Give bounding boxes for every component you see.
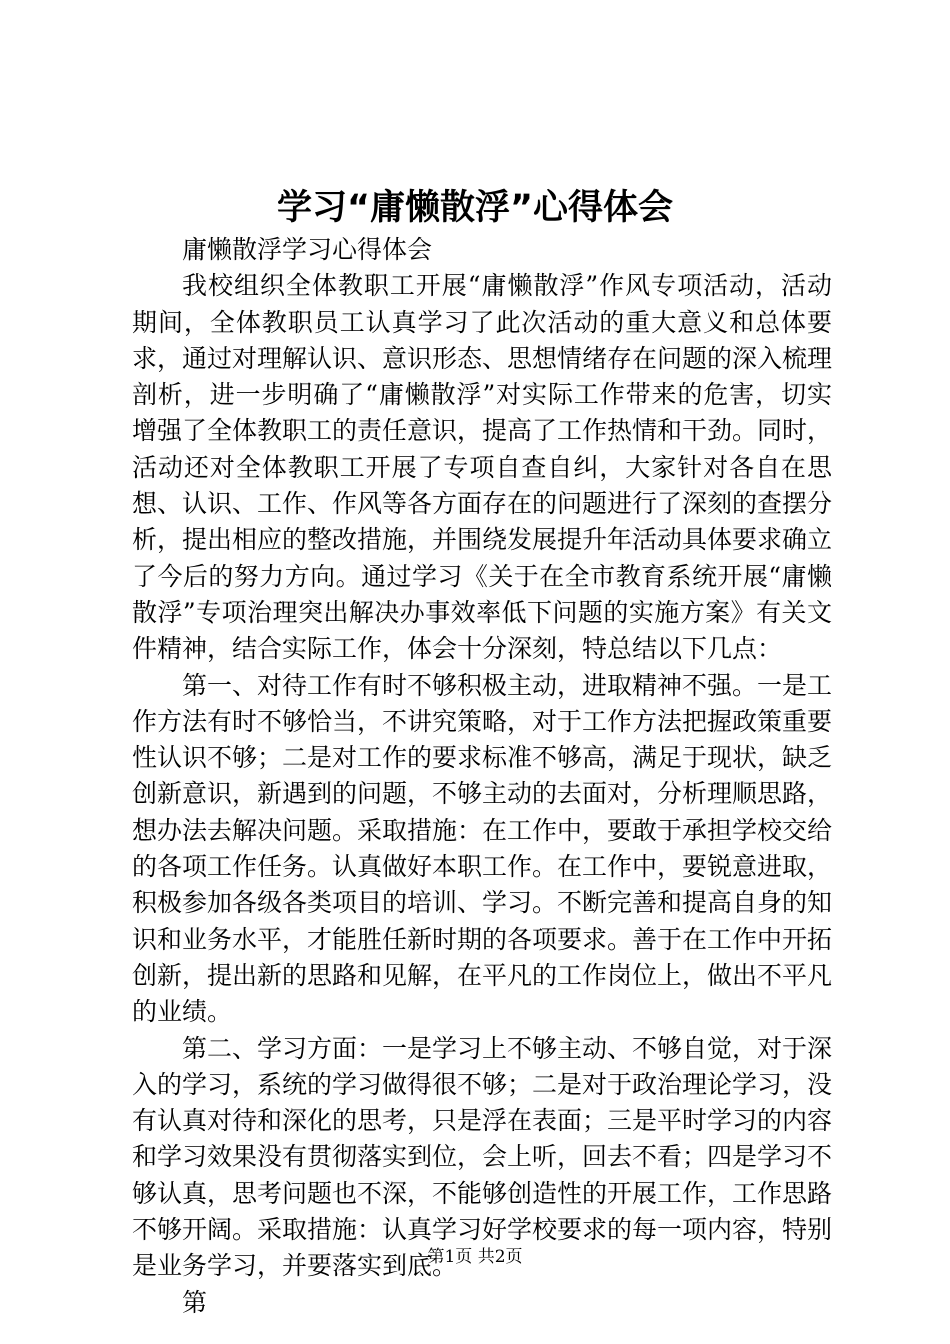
- document-body: [132, 232, 832, 1321]
- point-one-paragraph: 第一、对待工作有时不够积极主动，进取精神不强。一是工作方法有时不够恰当，不讲究策略，对于工作方法把握政策重要性认识不够；二是对工作的要求标准不够高，满足于现状，缺乏创新意识，新遇到的问题，不够主动的去面对，分析理顺思路，想办法去解决问题。采取措施：在工作中，要敢于承担学校交给的各项工作任务。认真做好本职工作。在工作中，要锐意进取，积极参加各级各类项目的培训、学习。不断完善和提高自身的知识和业务水平，才能胜任新时期的各项要求。善于在工作中开拓创新，提出新的思路和见解，在平凡的工作岗位上，做出不平凡的业绩。: [132, 670, 833, 1027]
- document-title: 学习“庸懒散浮”心得体会: [276, 188, 673, 228]
- page-footer: 第1页 共2页: [427, 1247, 523, 1267]
- truncated-paragraph: 第: [182, 1287, 208, 1317]
- subtitle-paragraph: 庸懒散浮学习心得体会: [182, 235, 433, 264]
- point-two-paragraph: 第二、学习方面：一是学习上不够主动、不够自觉，对于深入的学习，系统的学习做得很不够；二是对于政治理论学习，没有认真对待和深化的思考，只是浮在表面；三是平时学习的内容和学习效果没有贯彻落实到位，会上听，回去不看；四是学习不够认真，思考问题也不深，不能够创造性的开展工作，工作思路不够开阔。采取措施：认真学习好学校要求的每一项内容，特别是业务学习，并要落实到底。: [132, 1033, 833, 1281]
- intro-paragraph: 我校组织全体教职工开展“庸懒散浮”作风专项活动，活动期间，全体教职员工认真学习了此次活动的重大意义和总体要求，通过对理解认识、意识形态、思想情绪存在问题的深入梳理剖析，进一步明确了“庸懒散浮”对实际工作带来的危害，切实增强了全体教职工的责任意识，提高了工作热情和干劲。同时，活动还对全体教职工开展了专项自查自纠，大家针对各自在思想、认识、工作、作风等各方面存在的问题进行了深刻的查摆分析，提出相应的整改措施，并围绕发展提升年活动具体要求确立了今后的努力方向。通过学习《关于在全市教育系统开展“庸懒散浮”专项治理突出解决办事效率低下问题的实施方案》有关文件精神，结合实际工作，体会十分深刻，特总结以下几点：: [132, 271, 833, 664]
